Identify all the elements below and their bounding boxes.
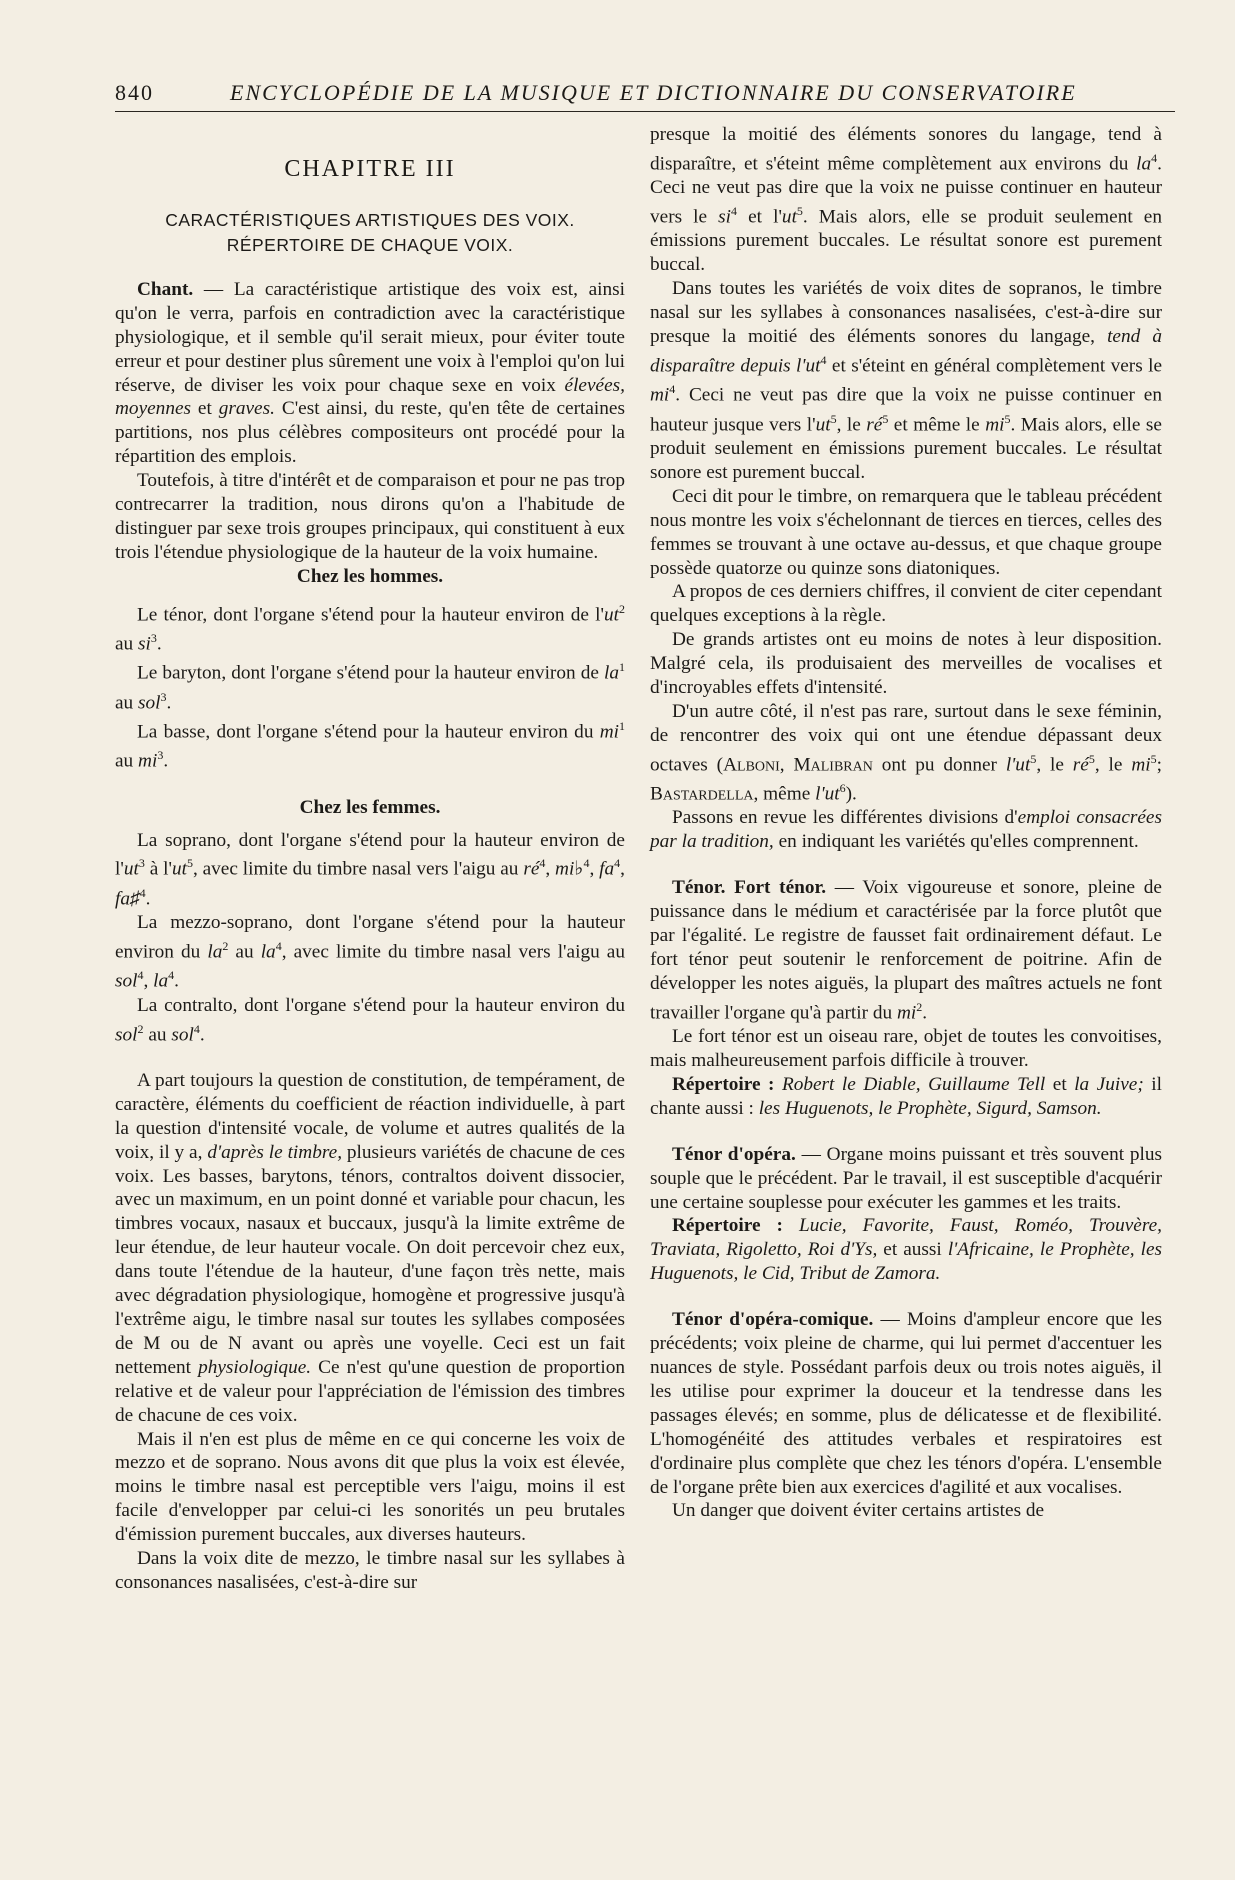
chapter-subtitle [115, 208, 625, 258]
text: La contralto, dont l'organe s'étend pour la hauteur environ du [137, 994, 625, 1016]
note: la [604, 662, 619, 684]
paragraph-oiseau-rare: Le fort ténor est un oiseau rare, objet de toutes les convoitises, mais malheureusement parfois difficile à trouver. [650, 1026, 1162, 1071]
voice-baryton [115, 656, 625, 715]
text: La mezzo-soprano, dont l'organe s'étend pour la hauteur environ du [115, 912, 625, 963]
right-column [650, 123, 1162, 1523]
text: et s'éteint en général complètement vers le [826, 355, 1163, 377]
text: , le [836, 414, 867, 436]
paragraph-chant [115, 278, 625, 469]
octave-index: 4 [193, 1021, 200, 1036]
repertoire-tenor-opera [650, 1214, 1162, 1286]
header-rule [115, 111, 1175, 112]
text: Dans toutes les variétés de voix dites de sopranos, le timbre nasal sur les syllabes à consonances nasalisées, c'est-à-dire sur presque la moitié des éléments sonores du langage, [650, 278, 1162, 348]
note: fa♯ [115, 888, 140, 910]
text: . Mais alors, elle se produit seulement en émissions purement buccales. Le résultat sonore est purement buccal. [650, 414, 1162, 483]
paragraph-mezzo: Dans la voix dite de mezzo, le timbre nasal sur les syllabes à consonances nasalisées, c'est-à-dire sur [115, 1548, 625, 1593]
section-head-opera-comique: Ténor d'opéra-comique. [672, 1309, 874, 1331]
note: ut [815, 414, 831, 436]
text-italic: emploi consacrées par la tradition, [650, 807, 1162, 853]
text: — La caractéristique artistique des voix est, ainsi qu'on le verra, parfois en contradiction avec la caractéristique physiologique, et il semble qu'il serait mieux, pour éviter toute erreur et pour destiner plus sûrement une voix à l'emploi qu'on lui réserve, de diviser les voix pour chaque sexe en voix [115, 278, 625, 396]
text: au [115, 750, 139, 772]
voice-basse [115, 715, 625, 774]
note: mi [985, 414, 1005, 436]
text: au [228, 941, 261, 963]
note: mi♭ [555, 858, 584, 880]
text: et [191, 398, 219, 420]
text: — Organe moins puissant et très souvent plus souple que le précédent. Par le travail, il est susceptible d'acquérir une certaine souplesse pour exécuter les gammes et les traits. [650, 1143, 1162, 1213]
note: ut [604, 604, 619, 626]
octave-index: 2 [619, 601, 625, 616]
page-number: 840 [115, 80, 154, 105]
text-italic: élevées, moyennes [115, 374, 625, 420]
text: ; [1156, 754, 1162, 776]
octave-index: 5 [830, 411, 837, 426]
note: si [138, 633, 151, 655]
octave-index: 2 [137, 1021, 144, 1036]
text: . Mais alors, elle se produit seulement en émissions purement buccales. Le résultat sonore est purement buccal. [650, 206, 1162, 276]
note: ut [123, 858, 139, 880]
text: Ce n'est qu'une question de proportion relative et de valeur pour l'appréciation de l'émission des timbres de chacune de ces voix. [115, 1356, 625, 1426]
section-head-tenor-opera: Ténor d'opéra. [672, 1143, 796, 1165]
paragraph-opera-comique [650, 1308, 1162, 1499]
paragraph-danger: Un danger que doivent éviter certains artistes de [672, 1500, 1045, 1522]
octave-index: 3 [160, 689, 167, 704]
text: et l' [737, 206, 782, 228]
text: . [145, 888, 151, 910]
note: la [260, 941, 276, 963]
chapter-title: CHAPITRE III [284, 156, 456, 182]
subtitle-line-2: RÉPERTOIRE DE CHAQUE VOIX. [226, 234, 514, 255]
text-italic: graves. [218, 398, 275, 420]
paragraph-grands-artistes: De grands artistes ont eu moins de notes à leur disposition. Malgré cela, ils produisaient des merveilles de vocalises et d'incroyables effets d'intensité. [650, 629, 1162, 699]
section-head-fort-tenor: Ténor. Fort ténor. [672, 877, 827, 899]
octave-index: 2 [222, 939, 229, 954]
text: . [156, 633, 162, 655]
text-italic: l'Africaine, le Prophète, les Huguenots, le Cid, Tribut de Zamora. [650, 1239, 1162, 1285]
note: mi [896, 1002, 917, 1024]
text: . Ceci ne veut pas dire que la voix ne puisse continuer en hauteur jusque vers l' [650, 384, 1162, 436]
text: , le [1094, 754, 1132, 776]
subtitle-line-1: CARACTÉRISTIQUES ARTISTIQUES DES VOIX. [165, 209, 575, 230]
octave-index: 5 [1030, 751, 1037, 766]
text: , [143, 970, 154, 992]
octave-index: 3 [150, 631, 157, 646]
octave-index: 4 [583, 856, 590, 871]
octave-index: 5 [882, 411, 889, 426]
paragraph-continued [650, 123, 1162, 277]
paragraph-autre-cote [650, 700, 1162, 806]
running-title: ENCYCLOPÉDIE DE LA MUSIQUE ET DICTIONNAIRE DU CONSERVATOIRE [230, 80, 1077, 105]
note: sol [138, 692, 161, 714]
octave-index: 5 [796, 204, 803, 219]
text: Le baryton, dont l'organe s'étend pour la hauteur environ de [137, 662, 604, 684]
paragraph-ceci-dit: Ceci dit pour le timbre, on remarquera que le tableau précédent nous montre les voix s'échelonnant de tierces en tierces, celles des femmes se trouvant à une octave au-dessus, et que chaque groupe possède quatorze ou quinze sons diatoniques. [650, 485, 1162, 579]
repertoire-label: Répertoire : [672, 1073, 775, 1095]
note: l'ut [1005, 754, 1031, 776]
paragraph-fort-tenor [650, 876, 1162, 1025]
note: ré [523, 858, 540, 880]
text: . [922, 1002, 928, 1024]
text: . [199, 1024, 205, 1046]
text: au [115, 692, 139, 714]
text: et [1045, 1073, 1075, 1095]
octave-index: 2 [916, 999, 923, 1014]
text: . [163, 750, 169, 772]
octave-index: 3 [138, 856, 145, 871]
text: en indiquant les variétés qu'elles comprennent. [773, 831, 1139, 853]
text: et aussi [877, 1239, 948, 1261]
text: La soprano, dont l'organe s'étend pour la hauteur environ de l' [115, 829, 625, 880]
paragraph-mais: Mais il n'en est plus de même en ce qui concerne les voix de mezzo et de soprano. Nous avons dit que plus la voix est élevée, moins le timbre nasal est perceptible vers l'aigu, moins il est facile d'envelopper par celui-ci les sonorités un peu brutales d'émission purement buccales, aux diverses hauteurs. [115, 1428, 625, 1546]
note: si [718, 206, 732, 228]
text: — Voix vigoureuse et sonore, pleine de puissance dans le médium et caractérisée par la force plutôt que par l'égalité. Le registre de fausset fait ordinairement défaut. Le fort ténor peut soutenir le renforcement de poitrine. Afin de développer les notes aiguës, la plupart des maîtres actuels ne font travailler l'organe qu'à partir du [650, 877, 1162, 1024]
voice-mezzo [115, 911, 625, 994]
note: ré [866, 414, 883, 436]
note: mi [599, 721, 619, 743]
text: à l' [144, 858, 172, 880]
text: , le [1036, 754, 1073, 776]
text: ). [845, 783, 857, 805]
section-head-chant: Chant. [137, 278, 194, 300]
voice-contralto [115, 994, 625, 1047]
text-italic: Robert le Diable, Guillaume Tell [774, 1073, 1046, 1095]
text: , [545, 858, 556, 880]
left-column [115, 121, 625, 1595]
text: . Ceci ne veut pas dire que la voix ne puisse continuer en hauteur vers le [650, 153, 1162, 228]
running-header [115, 80, 1175, 110]
octave-index: 4 [139, 885, 146, 900]
text: , [620, 858, 625, 880]
note: l'ut [815, 783, 840, 805]
voice-tenor [115, 598, 625, 657]
note: mi [1131, 754, 1151, 776]
octave-index: 1 [619, 719, 625, 733]
note: la [1136, 153, 1152, 175]
octave-index: 3 [157, 748, 164, 763]
octave-index: 4 [137, 968, 144, 983]
paragraph-passons [650, 806, 1162, 854]
octave-index: 4 [275, 939, 282, 954]
note: fa [599, 858, 615, 880]
octave-index: 5 [1004, 411, 1011, 426]
text: presque la moitié des éléments sonores du langage, tend à disparaître, et s'éteint même complètement aux environs du [650, 124, 1162, 175]
text: il chante aussi : [650, 1073, 1162, 1119]
octave-index: 4 [1151, 150, 1158, 165]
text: même [758, 783, 816, 805]
text: , avec limite du timbre nasal vers l'aigu au [192, 858, 524, 880]
paragraph-toutefois: Toutefois, à titre d'intérêt et de comparaison et pour ne pas trop contrecarrer la tradition, nous dirons qu'on a l'habitude de distinguer par sexe trois groupes principaux, qui constituent à eux trois l'étendue physiologique de la hauteur de la voix humaine. [115, 470, 625, 563]
octave-index: 5 [1088, 751, 1095, 766]
octave-index: 1 [619, 660, 625, 675]
text-italic: d'après le timbre, [207, 1141, 343, 1163]
text: au [143, 1024, 172, 1046]
octave-index: 4 [168, 968, 175, 983]
note: ut [171, 858, 187, 880]
octave-index: 4 [669, 382, 676, 397]
paragraph-tenor-opera [650, 1143, 1162, 1215]
paragraph-a-part [115, 1069, 625, 1428]
paragraph-sopranos [650, 277, 1162, 485]
note: mi [138, 750, 158, 772]
note: sol [115, 1024, 138, 1046]
text: A part toujours la question de constitution, de tempérament, de caractère, éléments du coefficient de réaction individuelle, à part la question d'intensité vocale, de volume et autres qualités de la voix, il y a, [115, 1069, 625, 1163]
octave-index: 4 [731, 204, 738, 219]
note: ré [1072, 754, 1089, 776]
text-italic: Lucie, Favorite, Faust, Roméo, Trouvère, Traviata, Rigoletto, Roi d'Ys, [650, 1215, 1162, 1261]
repertoire-label: Répertoire : [672, 1215, 783, 1237]
text: — Moins d'ampleur encore que les précédents; voix pleine de charme, qui lui permet d'accentuer les nuances de style. Possédant parfois deux ou trois notes aiguës, il les utilise pour exprimer la douceur et la tendresse dans les passages élevés; en somme, plus de délicatesse et de flexibilité. L'homogénéité des attitudes verbales et respiratoires est d'ordinaire plus complète que chez les ténors d'opéra. L'ensemble de l'organe prête bien aux exercices d'agilité et aux vocalises. [650, 1309, 1162, 1498]
octave-index: 5 [1150, 751, 1157, 766]
text: , avec limite du timbre nasal vers l'aigu au [281, 941, 626, 963]
octave-index: 4 [820, 353, 827, 367]
note: mi [650, 384, 670, 406]
text-italic: tend à disparaître depuis l'ut [650, 326, 1162, 377]
text: La basse, dont l'organe s'étend pour la hauteur environ du [137, 721, 600, 743]
note: sol [171, 1024, 194, 1046]
note: sol [115, 970, 138, 992]
octave-index: 4 [614, 856, 621, 871]
text: . [174, 970, 179, 992]
text: D'un autre côté, il n'est pas rare, surtout dans le sexe féminin, de rencontrer des voix qui ont une étendue dépassant deux octaves ( [650, 700, 1162, 776]
paragraph-a-propos: A propos de ces derniers chiffres, il convient de citer cependant quelques exceptions à la règle. [650, 581, 1162, 627]
heading-hommes: Chez les hommes. [296, 565, 444, 587]
text: Passons en revue les différentes divisions d' [672, 807, 1018, 829]
note: la [207, 941, 223, 963]
text: plusieurs variétés de chacune de ces voix. Les basses, barytons, ténors, contraltos doivent dissocier, avec un maximum, en un point donné et variable pour chacun, les timbres vocaux, nasaux et buccaux, jusqu'à la limite extrême de leur étendue, de leur hauteur vocale. On doit percevoir chez eux, dans toute l'étendue de la hauteur, d'une façon très nette, mais avec dégradation physiologique, homogène et progressive jusqu'à l'extrême aigu, le timbre nasal sur toutes les syllabes composées de M ou de N avant ou après une voyelle. Ceci est un fait nettement [115, 1141, 625, 1378]
text: et même le [888, 414, 986, 436]
text: . [166, 692, 172, 714]
text: ont pu donner [872, 754, 1006, 776]
text-italic: physiologique. [198, 1356, 312, 1378]
note: ut [781, 206, 797, 228]
note: la [153, 970, 169, 992]
text-italic: la Juive; [1074, 1073, 1144, 1095]
text-italic: les Huguenots, le Prophète, Sigurd, Samson. [758, 1097, 1102, 1119]
octave-index: 5 [186, 856, 193, 871]
heading-femmes: Chez les femmes. [299, 796, 441, 818]
names-small-caps: Alboni, Malibran [723, 754, 873, 776]
names-small-caps: Bastardella, [650, 783, 759, 805]
octave-index: 6 [839, 781, 846, 796]
text: C'est ainsi, du reste, qu'en tête de certaines partitions, nos plus célèbres compositeurs ont procédé pour la répartition des emplois. [115, 398, 625, 468]
repertoire-fort-tenor [650, 1073, 1162, 1121]
text: , [589, 858, 600, 880]
text: Le ténor, dont l'organe s'étend pour la hauteur environ de l' [137, 604, 604, 626]
voice-soprano [115, 829, 625, 912]
text: au [115, 633, 139, 655]
octave-index: 4 [539, 856, 546, 871]
